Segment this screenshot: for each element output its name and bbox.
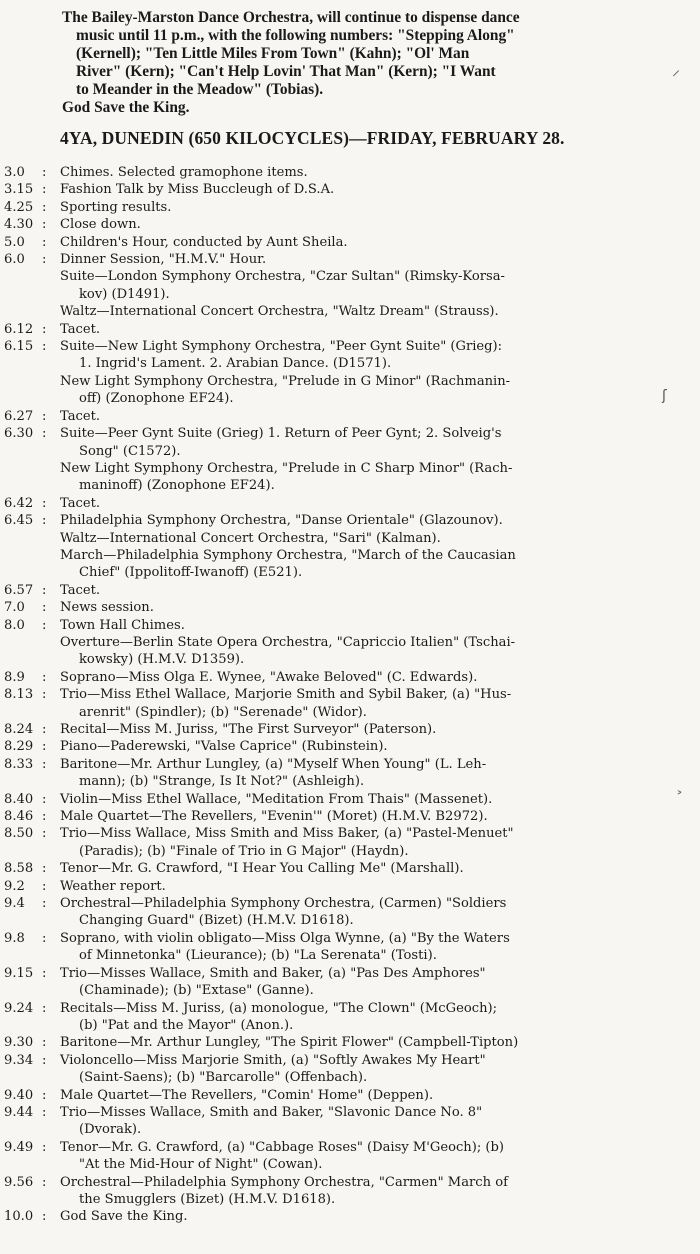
station-heading: 4YA, DUNEDIN (650 KILOCYCLES)—FRIDAY, FEBRUARY 28.	[60, 128, 565, 148]
schedule-entry	[4, 1104, 694, 1139]
schedule-entry	[4, 1000, 694, 1035]
time-separator: :	[42, 600, 47, 616]
time-separator: :	[42, 513, 47, 529]
entry-sub-line: March—Philadelphia Symphony Orchestra, "March of the Caucasian	[60, 547, 516, 563]
entry-time: 3.15	[4, 182, 34, 198]
schedule-entry	[4, 216, 694, 233]
entry-sub-line: off) (Zonophone EF24).	[79, 391, 234, 407]
entry-line: Orchestral—Philadelphia Symphony Orchestra, "Carmen" March of	[60, 1174, 508, 1190]
schedule-entry	[4, 791, 694, 808]
schedule-entry	[4, 495, 694, 512]
entry-body	[60, 721, 692, 738]
time-separator: :	[42, 669, 47, 685]
entry-line: (Saint-Saens); (b) "Barcarolle" (Offenbach).	[79, 1070, 368, 1086]
entry-line: (Paradis); (b) "Finale of Trio in G Major" (Haydn).	[79, 843, 409, 859]
entry-body	[60, 669, 692, 686]
time-separator: :	[42, 878, 47, 894]
time-separator: :	[42, 739, 47, 755]
entry-time: 9.56	[4, 1174, 34, 1190]
entry-line: Dinner Session, "H.M.V." Hour.	[60, 252, 267, 268]
time-separator: :	[42, 234, 47, 250]
time-separator: :	[42, 896, 47, 912]
entry-line: Song" (C1572).	[79, 443, 181, 459]
entry-time: 9.44	[4, 1104, 34, 1120]
entry-line: the Smugglers (Bizet) (H.M.V. D1618).	[79, 1191, 336, 1207]
entry-line: Soprano, with violin obligato—Miss Olga Wynne, (a) "By the Waters	[60, 930, 510, 946]
entry-time: 8.40	[4, 791, 34, 807]
time-separator: :	[42, 182, 47, 198]
entry-time: 6.42	[4, 495, 34, 511]
entry-sub-line: Overture—Berlin State Opera Orchestra, "Capriccio Italien" (Tschai-	[60, 634, 516, 650]
entry-body	[60, 199, 692, 216]
entry-time: 8.9	[4, 669, 25, 685]
entry-time: 6.27	[4, 408, 34, 424]
entry-line: News session.	[60, 600, 154, 616]
entry-line: Tacet.	[60, 495, 101, 511]
entry-line: Close down.	[60, 217, 141, 233]
time-separator: :	[42, 1139, 47, 1155]
schedule-entry	[4, 425, 694, 460]
schedule-entry	[4, 181, 694, 198]
entry-time: 6.12	[4, 321, 34, 337]
entry-time: 6.30	[4, 426, 34, 442]
entry-line: God Save the King.	[60, 1209, 188, 1225]
schedule-entry	[4, 669, 694, 686]
schedule-entry	[4, 1174, 694, 1209]
entry-sub-line: Chief" (Ippolitoff-Iwanoff) (E521).	[79, 565, 303, 581]
entry-body	[60, 1139, 692, 1174]
time-separator: :	[42, 408, 47, 424]
entry-line: mann); (b) "Strange, Is It Not?" (Ashleigh).	[79, 774, 365, 790]
entry-body	[60, 582, 692, 599]
entry-time: 8.58	[4, 861, 34, 877]
entry-body	[60, 860, 692, 877]
margin-mark-icon: ˃	[676, 790, 683, 806]
entry-line: Trio—Misses Wallace, Smith and Baker, (a) "Pas Des Amphores"	[60, 965, 486, 981]
schedule-entry	[4, 408, 694, 425]
entry-body	[60, 408, 692, 425]
entry-time: 6.15	[4, 339, 34, 355]
schedule-entry	[4, 1208, 694, 1225]
entry-time: 10.0	[4, 1209, 34, 1225]
schedule-entry	[4, 599, 694, 616]
entry-time: 9.24	[4, 1000, 34, 1016]
entry-line: Tenor—Mr. G. Crawford, "I Hear You Calling Me" (Marshall).	[60, 861, 464, 877]
margin-mark-icon: ⸝	[672, 60, 681, 79]
entry-line: of Minnetonka" (Lieurance); (b) "La Serenata" (Tosti).	[79, 948, 437, 964]
schedule-entry	[4, 860, 694, 877]
schedule-entry	[4, 164, 694, 181]
schedule-entry	[4, 582, 694, 599]
entry-time: 8.33	[4, 756, 34, 772]
entry-line: Orchestral—Philadelphia Symphony Orchestra, (Carmen) "Soldiers	[60, 896, 507, 912]
entry-line: Baritone—Mr. Arthur Lungley, "The Spirit Flower" (Campbell-Tipton)	[60, 1035, 519, 1051]
time-separator: :	[42, 687, 47, 703]
schedule-entry	[4, 1034, 694, 1051]
schedule-entry	[4, 895, 694, 930]
schedule-entry	[4, 338, 694, 373]
entry-time: 8.50	[4, 826, 34, 842]
entry-time: 9.15	[4, 965, 34, 981]
intro-closing: God Save the King.	[62, 99, 190, 116]
intro-line: (Kernell); "Ten Little Miles From Town" (Kahn); "Ol' Man	[76, 45, 470, 62]
intro-line: River" (Kern); "Can't Help Lovin' That Man" (Kern); "I Want	[76, 63, 496, 80]
entry-line: Tenor—Mr. G. Crawford, (a) "Cabbage Roses" (Daisy M'Geoch); (b)	[60, 1139, 505, 1155]
entry-line: Suite—Peer Gynt Suite (Grieg) 1. Return of Peer Gynt; 2. Solveig's	[60, 426, 502, 442]
time-separator: :	[42, 809, 47, 825]
entry-time: 3.0	[4, 165, 25, 180]
entry-line: (Chaminade); (b) "Extase" (Ganne).	[79, 983, 314, 999]
intro-line: The Bailey-Marston Dance Orchestra, will continue to dispense dance	[62, 9, 520, 26]
schedule-entry	[4, 721, 694, 738]
schedule-entry	[4, 617, 694, 634]
entry-body	[60, 181, 692, 198]
schedule-entry	[4, 1052, 694, 1087]
time-separator: :	[42, 826, 47, 842]
schedule-entry	[4, 965, 694, 1000]
entry-body	[60, 1087, 692, 1104]
entry-line: Trio—Misses Wallace, Smith and Baker, "Slavonic Dance No. 8"	[60, 1104, 483, 1120]
entry-body	[60, 1034, 692, 1051]
entry-body	[60, 686, 692, 721]
entry-line: Suite—New Light Symphony Orchestra, "Peer Gynt Suite" (Grieg):	[60, 339, 503, 355]
entry-sub-line: kov) (D1491).	[79, 286, 170, 302]
entry-sub-line: Waltz—International Concert Orchestra, "Sari" (Kalman).	[60, 530, 441, 546]
schedule-entry	[4, 930, 694, 965]
time-separator: :	[42, 722, 47, 737]
time-separator: :	[42, 165, 47, 180]
entry-body	[60, 791, 692, 808]
time-separator: :	[42, 617, 47, 633]
entry-line: Chimes. Selected gramophone items.	[60, 165, 308, 180]
entry-body	[60, 878, 692, 895]
entry-line: arenrit" (Spindler); (b) "Serenade" (Widor).	[79, 704, 367, 720]
entry-time: 8.46	[4, 809, 34, 825]
entry-line: Sporting results.	[60, 199, 172, 215]
entry-body	[60, 495, 692, 512]
time-separator: :	[42, 495, 47, 511]
entry-sub-line: New Light Symphony Orchestra, "Prelude in G Minor" (Rachmanin-	[60, 373, 511, 389]
time-separator: :	[42, 1104, 47, 1120]
schedule-entry	[4, 234, 694, 251]
entry-time: 4.25	[4, 199, 34, 215]
time-separator: :	[42, 339, 47, 355]
entry-body	[60, 164, 692, 181]
time-separator: :	[42, 426, 47, 442]
entry-line: Weather report.	[60, 878, 166, 894]
entry-line: Trio—Miss Ethel Wallace, Marjorie Smith and Sybil Baker, (a) "Hus-	[60, 687, 512, 703]
time-separator: :	[42, 930, 47, 946]
entry-body	[60, 965, 692, 1000]
schedule-list	[4, 164, 694, 1226]
entry-body	[60, 738, 692, 755]
entry-time: 8.24	[4, 722, 34, 737]
entry-line: Tacet.	[60, 321, 101, 337]
schedule-entry	[4, 738, 694, 755]
schedule-entry	[4, 825, 694, 860]
entry-line: Changing Guard" (Bizet) (H.M.V. D1618).	[79, 913, 354, 929]
entry-time: 8.29	[4, 739, 34, 755]
entry-line: Male Quartet—The Revellers, "Comin' Home" (Deppen).	[60, 1087, 434, 1103]
entry-time: 9.4	[4, 896, 25, 912]
entry-time: 6.57	[4, 582, 34, 598]
entry-time: 9.30	[4, 1035, 34, 1051]
intro-line: music until 11 p.m., with the following numbers: "Stepping Along"	[76, 27, 515, 44]
entry-time: 4.30	[4, 217, 34, 233]
entry-line: Children's Hour, conducted by Aunt Sheila.	[60, 234, 348, 250]
time-separator: :	[42, 1209, 47, 1225]
entry-body	[60, 425, 692, 460]
entry-sub-line: kowsky) (H.M.V. D1359).	[79, 652, 245, 668]
schedule-entry	[4, 251, 694, 268]
entry-line: (Dvorak).	[79, 1122, 142, 1138]
entry-time: 9.49	[4, 1139, 34, 1155]
time-separator: :	[42, 217, 47, 233]
entry-sub-line: New Light Symphony Orchestra, "Prelude in C Sharp Minor" (Rach-	[60, 460, 513, 476]
entry-time: 9.40	[4, 1087, 34, 1103]
margin-mark-icon: ʃ	[662, 388, 667, 404]
time-separator: :	[42, 199, 47, 215]
entry-line: Philadelphia Symphony Orchestra, "Danse Orientale" (Glazounov).	[60, 513, 503, 529]
entry-body	[60, 512, 692, 529]
entry-body	[60, 234, 692, 251]
entry-line: "At the Mid-Hour of Night" (Cowan).	[79, 1157, 323, 1173]
schedule-entry	[4, 1139, 694, 1174]
schedule-entry	[4, 878, 694, 895]
schedule-entry	[4, 756, 694, 791]
entry-line: Violin—Miss Ethel Wallace, "Meditation From Thais" (Massenet).	[60, 791, 493, 807]
entry-line: Recital—Miss M. Juriss, "The First Surveyor" (Paterson).	[60, 722, 437, 737]
time-separator: :	[42, 582, 47, 598]
entry-line: Soprano—Miss Olga E. Wynee, "Awake Beloved" (C. Edwards).	[60, 669, 478, 685]
entry-body	[60, 251, 692, 268]
entry-time: 6.45	[4, 513, 34, 529]
entry-body	[60, 599, 692, 616]
time-separator: :	[42, 756, 47, 772]
entry-line: Male Quartet—The Revellers, "Evenin'" (Moret) (H.M.V. B2972).	[60, 809, 488, 825]
entry-line: Baritone—Mr. Arthur Lungley, (a) "Myself When Young" (L. Leh-	[60, 756, 487, 772]
entry-body	[60, 825, 692, 860]
schedule-entry	[4, 686, 694, 721]
entry-body	[60, 321, 692, 338]
schedule-entry	[4, 199, 694, 216]
entry-line: Recitals—Miss M. Juriss, (a) monologue, "The Clown" (McGeoch);	[60, 1000, 498, 1016]
time-separator: :	[42, 1000, 47, 1016]
entry-time: 7.0	[4, 600, 25, 616]
entry-body	[60, 1174, 692, 1209]
entry-body	[60, 930, 692, 965]
entry-line: Tacet.	[60, 582, 101, 598]
time-separator: :	[42, 1174, 47, 1190]
schedule-entry	[4, 1087, 694, 1104]
entry-body	[60, 1104, 692, 1139]
entry-time: 6.0	[4, 252, 25, 268]
entry-body	[60, 756, 692, 791]
entry-body	[60, 1000, 692, 1035]
entry-sub-line: maninoff) (Zonophone EF24).	[79, 478, 275, 494]
time-separator: :	[42, 1035, 47, 1051]
entry-line: 1. Ingrid's Lament. 2. Arabian Dance. (D1571).	[79, 356, 392, 372]
entry-body	[60, 1052, 692, 1087]
entry-line: Tacet.	[60, 408, 101, 424]
intro-line: to Meander in the Meadow" (Tobias).	[76, 81, 324, 98]
entry-line: Fashion Talk by Miss Buccleugh of D.S.A.	[60, 182, 335, 198]
entry-time: 9.34	[4, 1052, 34, 1068]
intro-paragraph	[62, 9, 692, 117]
entry-line: Trio—Miss Wallace, Miss Smith and Miss Baker, (a) "Pastel-Menuet"	[60, 826, 514, 842]
time-separator: :	[42, 1087, 47, 1103]
entry-sub-line: Waltz—International Concert Orchestra, "Waltz Dream" (Strauss).	[60, 304, 499, 320]
entry-sub-line: Suite—London Symphony Orchestra, "Czar Sultan" (Rimsky-Korsa-	[60, 269, 505, 285]
entry-line: Town Hall Chimes.	[60, 617, 185, 633]
time-separator: :	[42, 965, 47, 981]
entry-time: 8.13	[4, 687, 34, 703]
time-separator: :	[42, 321, 47, 337]
entry-body	[60, 808, 692, 825]
entry-body	[60, 895, 692, 930]
time-separator: :	[42, 861, 47, 877]
time-separator: :	[42, 252, 47, 268]
time-separator: :	[42, 791, 47, 807]
entry-line: Piano—Paderewski, "Valse Caprice" (Rubinstein).	[60, 739, 388, 755]
time-separator: :	[42, 1052, 47, 1068]
entry-body	[60, 1208, 692, 1225]
entry-time: 9.8	[4, 930, 25, 946]
schedule-entry	[4, 808, 694, 825]
entry-body	[60, 216, 692, 233]
entry-line: Violoncello—Miss Marjorie Smith, (a) "Softly Awakes My Heart"	[60, 1052, 486, 1068]
entry-time: 8.0	[4, 617, 25, 633]
entry-time: 9.2	[4, 878, 25, 894]
schedule-entry	[4, 512, 694, 529]
entry-line: (b) "Pat and the Mayor" (Anon.).	[79, 1017, 294, 1033]
entry-body	[60, 617, 692, 634]
entry-time: 5.0	[4, 234, 25, 250]
schedule-entry	[4, 321, 694, 338]
entry-body	[60, 338, 692, 373]
